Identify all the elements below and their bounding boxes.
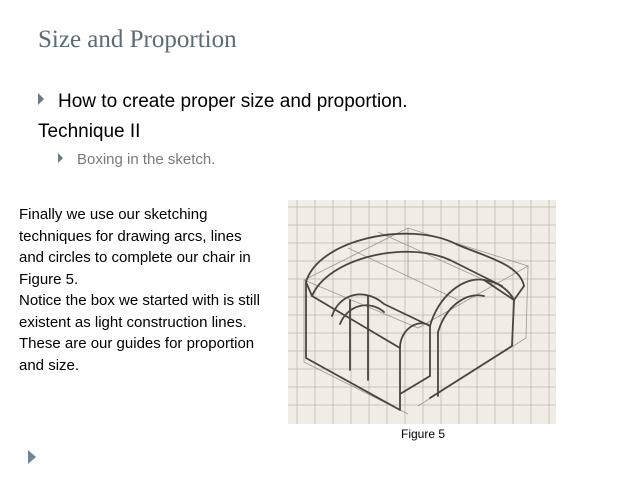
- bullet-level1: [38, 91, 408, 113]
- bullet-level2: [58, 151, 215, 168]
- triangle-bullet-icon: [58, 153, 63, 163]
- construction-lines: [304, 228, 528, 414]
- chair-outline: [306, 234, 524, 410]
- next-slide-icon[interactable]: [28, 450, 36, 464]
- body-paragraph-1: Finally we use our sketching techniques for drawing arcs, lines and circles to complete our chair in Figure 5.: [19, 206, 251, 288]
- chair-sketch-image: [288, 200, 556, 424]
- figure-caption: Figure 5: [401, 427, 446, 441]
- body-paragraph-2: Notice the box we started with is still existent as light construction lines. These are our guides for proportion and size.: [19, 292, 260, 374]
- body-text: [19, 204, 269, 376]
- bullet-level2-text: Boxing in the sketch.: [77, 151, 216, 168]
- chair-sketch-figure: [288, 200, 556, 424]
- technique-heading: Technique II: [38, 121, 141, 142]
- slide-title: Size and Proportion: [38, 26, 237, 53]
- triangle-bullet-icon: [38, 93, 44, 105]
- graph-paper-grid: [288, 200, 556, 424]
- bullet-level1-text: How to create proper size and proportion.: [58, 91, 408, 112]
